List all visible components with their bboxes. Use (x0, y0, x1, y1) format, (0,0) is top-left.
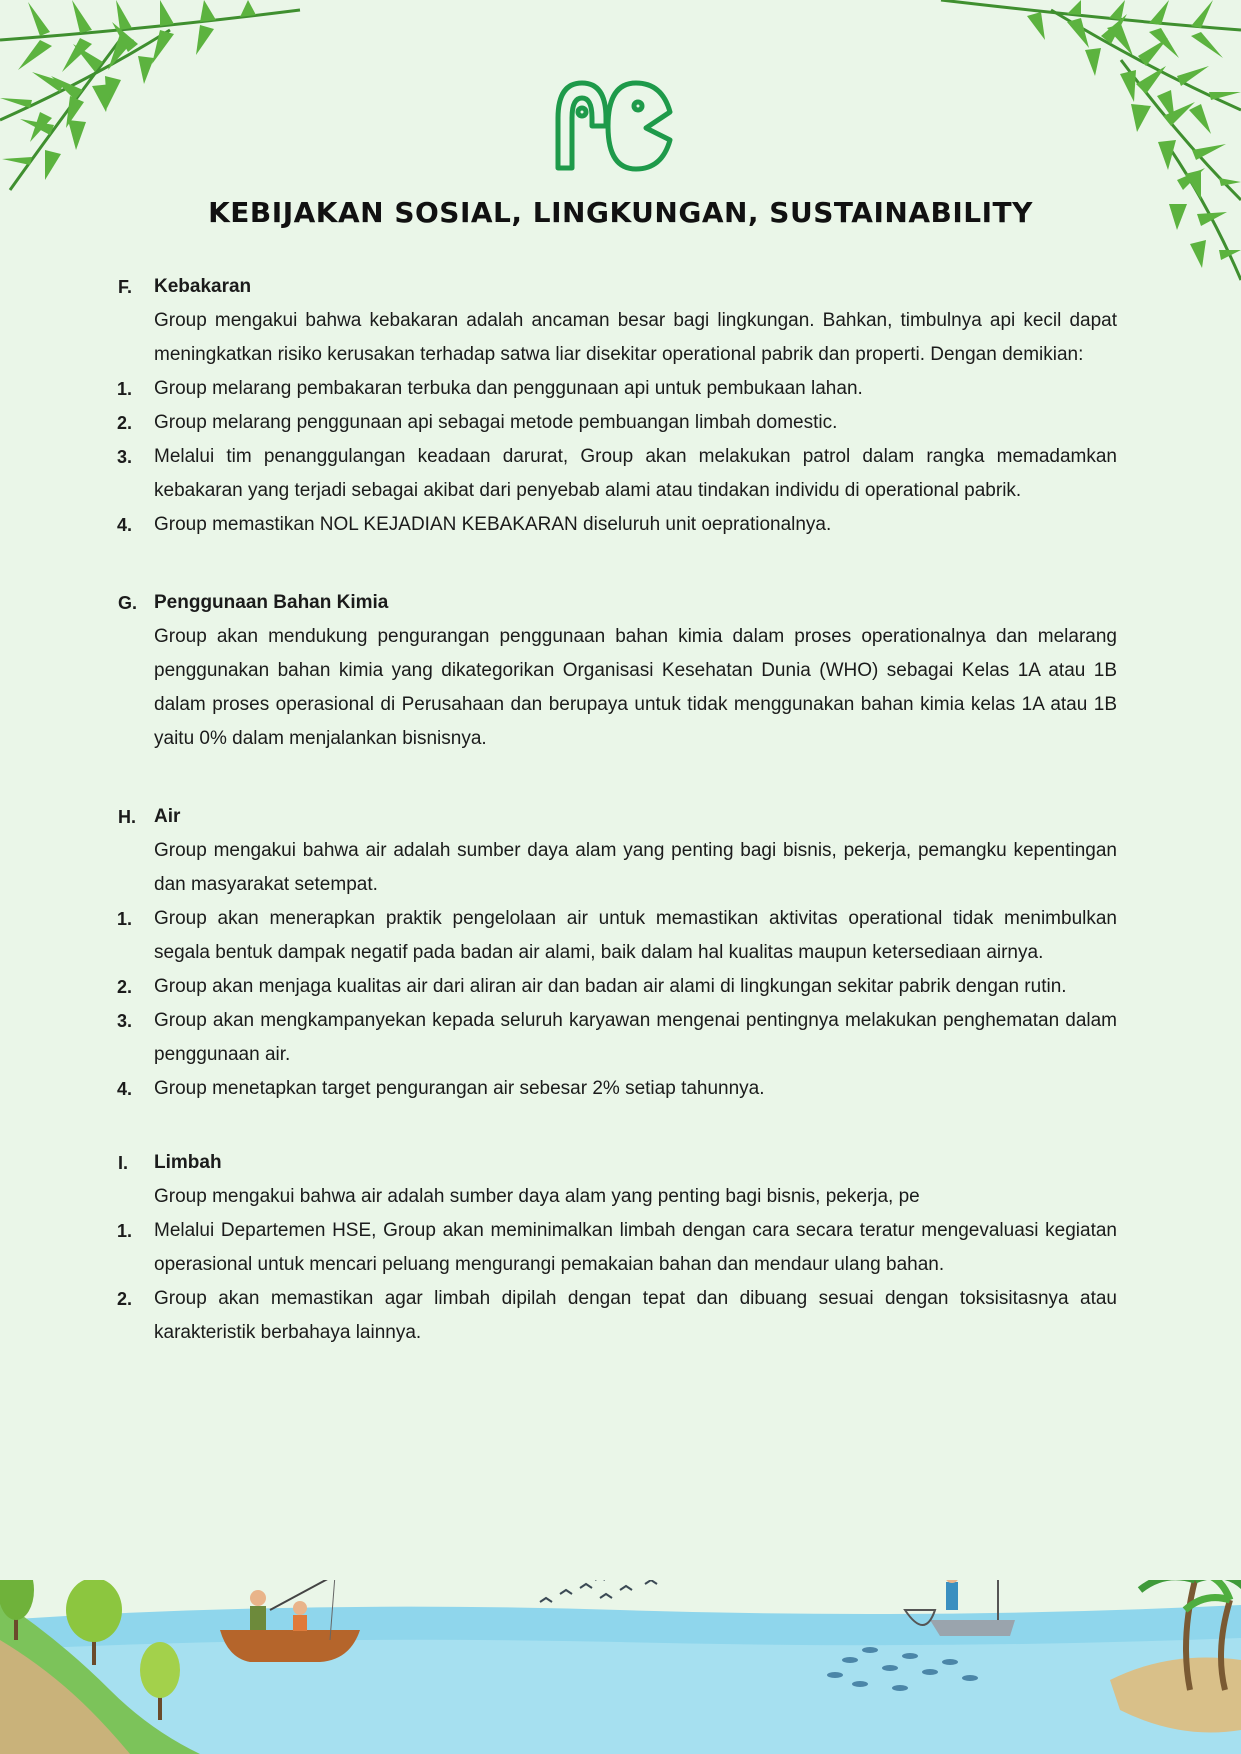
section-title: Kebakaran (154, 276, 252, 297)
lake-scene-illustration (0, 1580, 1241, 1754)
list-number: 3. (117, 447, 133, 467)
section-limbah (112, 1146, 1117, 1350)
numbered-list (112, 372, 1117, 542)
list-item-text: Group menetapkan target pengurangan air sebesar 2% setiap tahunnya. (154, 1078, 765, 1099)
list-item-text: Group melarang penggunaan api sebagai metode pembuangan limbah domestic. (154, 412, 838, 433)
list-number: 1. (117, 379, 133, 399)
list-item (112, 1214, 1117, 1282)
section-heading (112, 270, 1117, 304)
list-item (112, 902, 1117, 970)
list-item (112, 1072, 1117, 1106)
section-letter: G. (118, 593, 138, 613)
list-number: 1. (117, 1221, 133, 1241)
list-item-text: Melalui Departemen HSE, Group akan meminimalkan limbah dengan cara secara teratur mengevaluasi kegiatan operasional untuk mencari peluang mengurangi pemakaian bahan dan mendaur ulang bahan. (154, 1220, 1117, 1275)
list-item (112, 970, 1117, 1004)
list-item-text: Group akan mengkampanyekan kepada seluruh karyawan mengenai pentingnya melakukan penghematan dalam penggunaan air. (154, 1010, 1117, 1065)
policy-content (112, 270, 1117, 1383)
list-item-text: Group akan menjaga kualitas air dari aliran air dan badan air alami di lingkungan sekitar pabrik dengan rutin. (154, 976, 1067, 997)
section-air (112, 800, 1117, 1106)
section-title: Limbah (154, 1152, 222, 1173)
palm-leaves-top-right-illustration (921, 0, 1241, 300)
section-intro: Group mengakui bahwa air adalah sumber daya alam yang penting bagi bisnis, pekerja, pe (154, 1186, 920, 1207)
list-number: 4. (117, 515, 133, 535)
palm-leaves-top-left-illustration (0, 0, 320, 200)
list-item-text: Group akan memastikan agar limbah dipilah dengan tepat dan dibuang sesuai dengan toksisitasnya atau karakteristik berbahaya lainnya. (154, 1288, 1117, 1343)
section-heading (112, 586, 1117, 620)
section-intro: Group mengakui bahwa kebakaran adalah ancaman besar bagi lingkungan. Bahkan, timbulnya api kecil dapat meningkatkan risiko kerusakan terhadap satwa liar disekitar operational pabrik dan properti. Dengan demikian: (154, 310, 1117, 365)
numbered-list (112, 1214, 1117, 1350)
list-item (112, 1282, 1117, 1350)
ic-logo-icon (552, 78, 678, 174)
list-item (112, 406, 1117, 440)
list-item (112, 508, 1117, 542)
list-number: 2. (117, 1289, 133, 1309)
page-title: KEBIJAKAN SOSIAL, LINGKUNGAN, SUSTAINABILITY (208, 196, 1033, 229)
section-title: Penggunaan Bahan Kimia (154, 592, 389, 613)
section-intro: Group akan mendukung pengurangan penggunaan bahan kimia dalam proses operationalnya dan melarang penggunakan bahan kimia yang dikategorikan Organisasi Kesehatan Dunia (WHO) sebagai Kelas 1A atau 1B dalam proses operasional di Perusahaan dan berupaya untuk tidak menggunakan bahan kimia kelas 1A atau 1B yaitu 0% dalam menjalankan bisnisnya. (154, 626, 1117, 749)
list-number: 3. (117, 1011, 133, 1031)
section-letter: F. (118, 277, 133, 297)
list-item-text: Group melarang pembakaran terbuka dan penggunaan api untuk pembukaan lahan. (154, 378, 863, 399)
list-item-text: Group memastikan NOL KEJADIAN KEBAKARAN diseluruh unit oeprationalnya. (154, 514, 832, 535)
list-item-text: Group akan menerapkan praktik pengelolaan air untuk memastikan aktivitas operational tidak menimbulkan segala bentuk dampak negatif pada badan air alami, baik dalam hal kualitas maupun ketersediaan airnya. (154, 908, 1117, 963)
list-number: 4. (117, 1079, 133, 1099)
section-heading (112, 800, 1117, 834)
birds-icon (540, 1580, 657, 1602)
section-letter: H. (118, 807, 136, 827)
list-number: 1. (117, 909, 133, 929)
list-item-text: Melalui tim penanggulangan keadaan darurat, Group akan melakukan patrol dalam rangka memadamkan kebakaran yang terjadi sebagai akibat dari penyebab alami atau tindakan individu di operational pabrik. (154, 446, 1117, 501)
section-intro: Group mengakui bahwa air adalah sumber daya alam yang penting bagi bisnis, pekerja, pemangku kepentingan dan masyarakat setempat. (154, 840, 1117, 895)
section-heading (112, 1146, 1117, 1180)
list-number: 2. (117, 413, 133, 433)
section-title: Air (154, 806, 181, 827)
list-item (112, 372, 1117, 406)
list-item (112, 440, 1117, 508)
section-bahan-kimia (112, 586, 1117, 756)
numbered-list (112, 902, 1117, 1106)
section-kebakaran (112, 270, 1117, 542)
section-letter: I. (118, 1153, 129, 1173)
list-item (112, 1004, 1117, 1072)
list-number: 2. (117, 977, 133, 997)
